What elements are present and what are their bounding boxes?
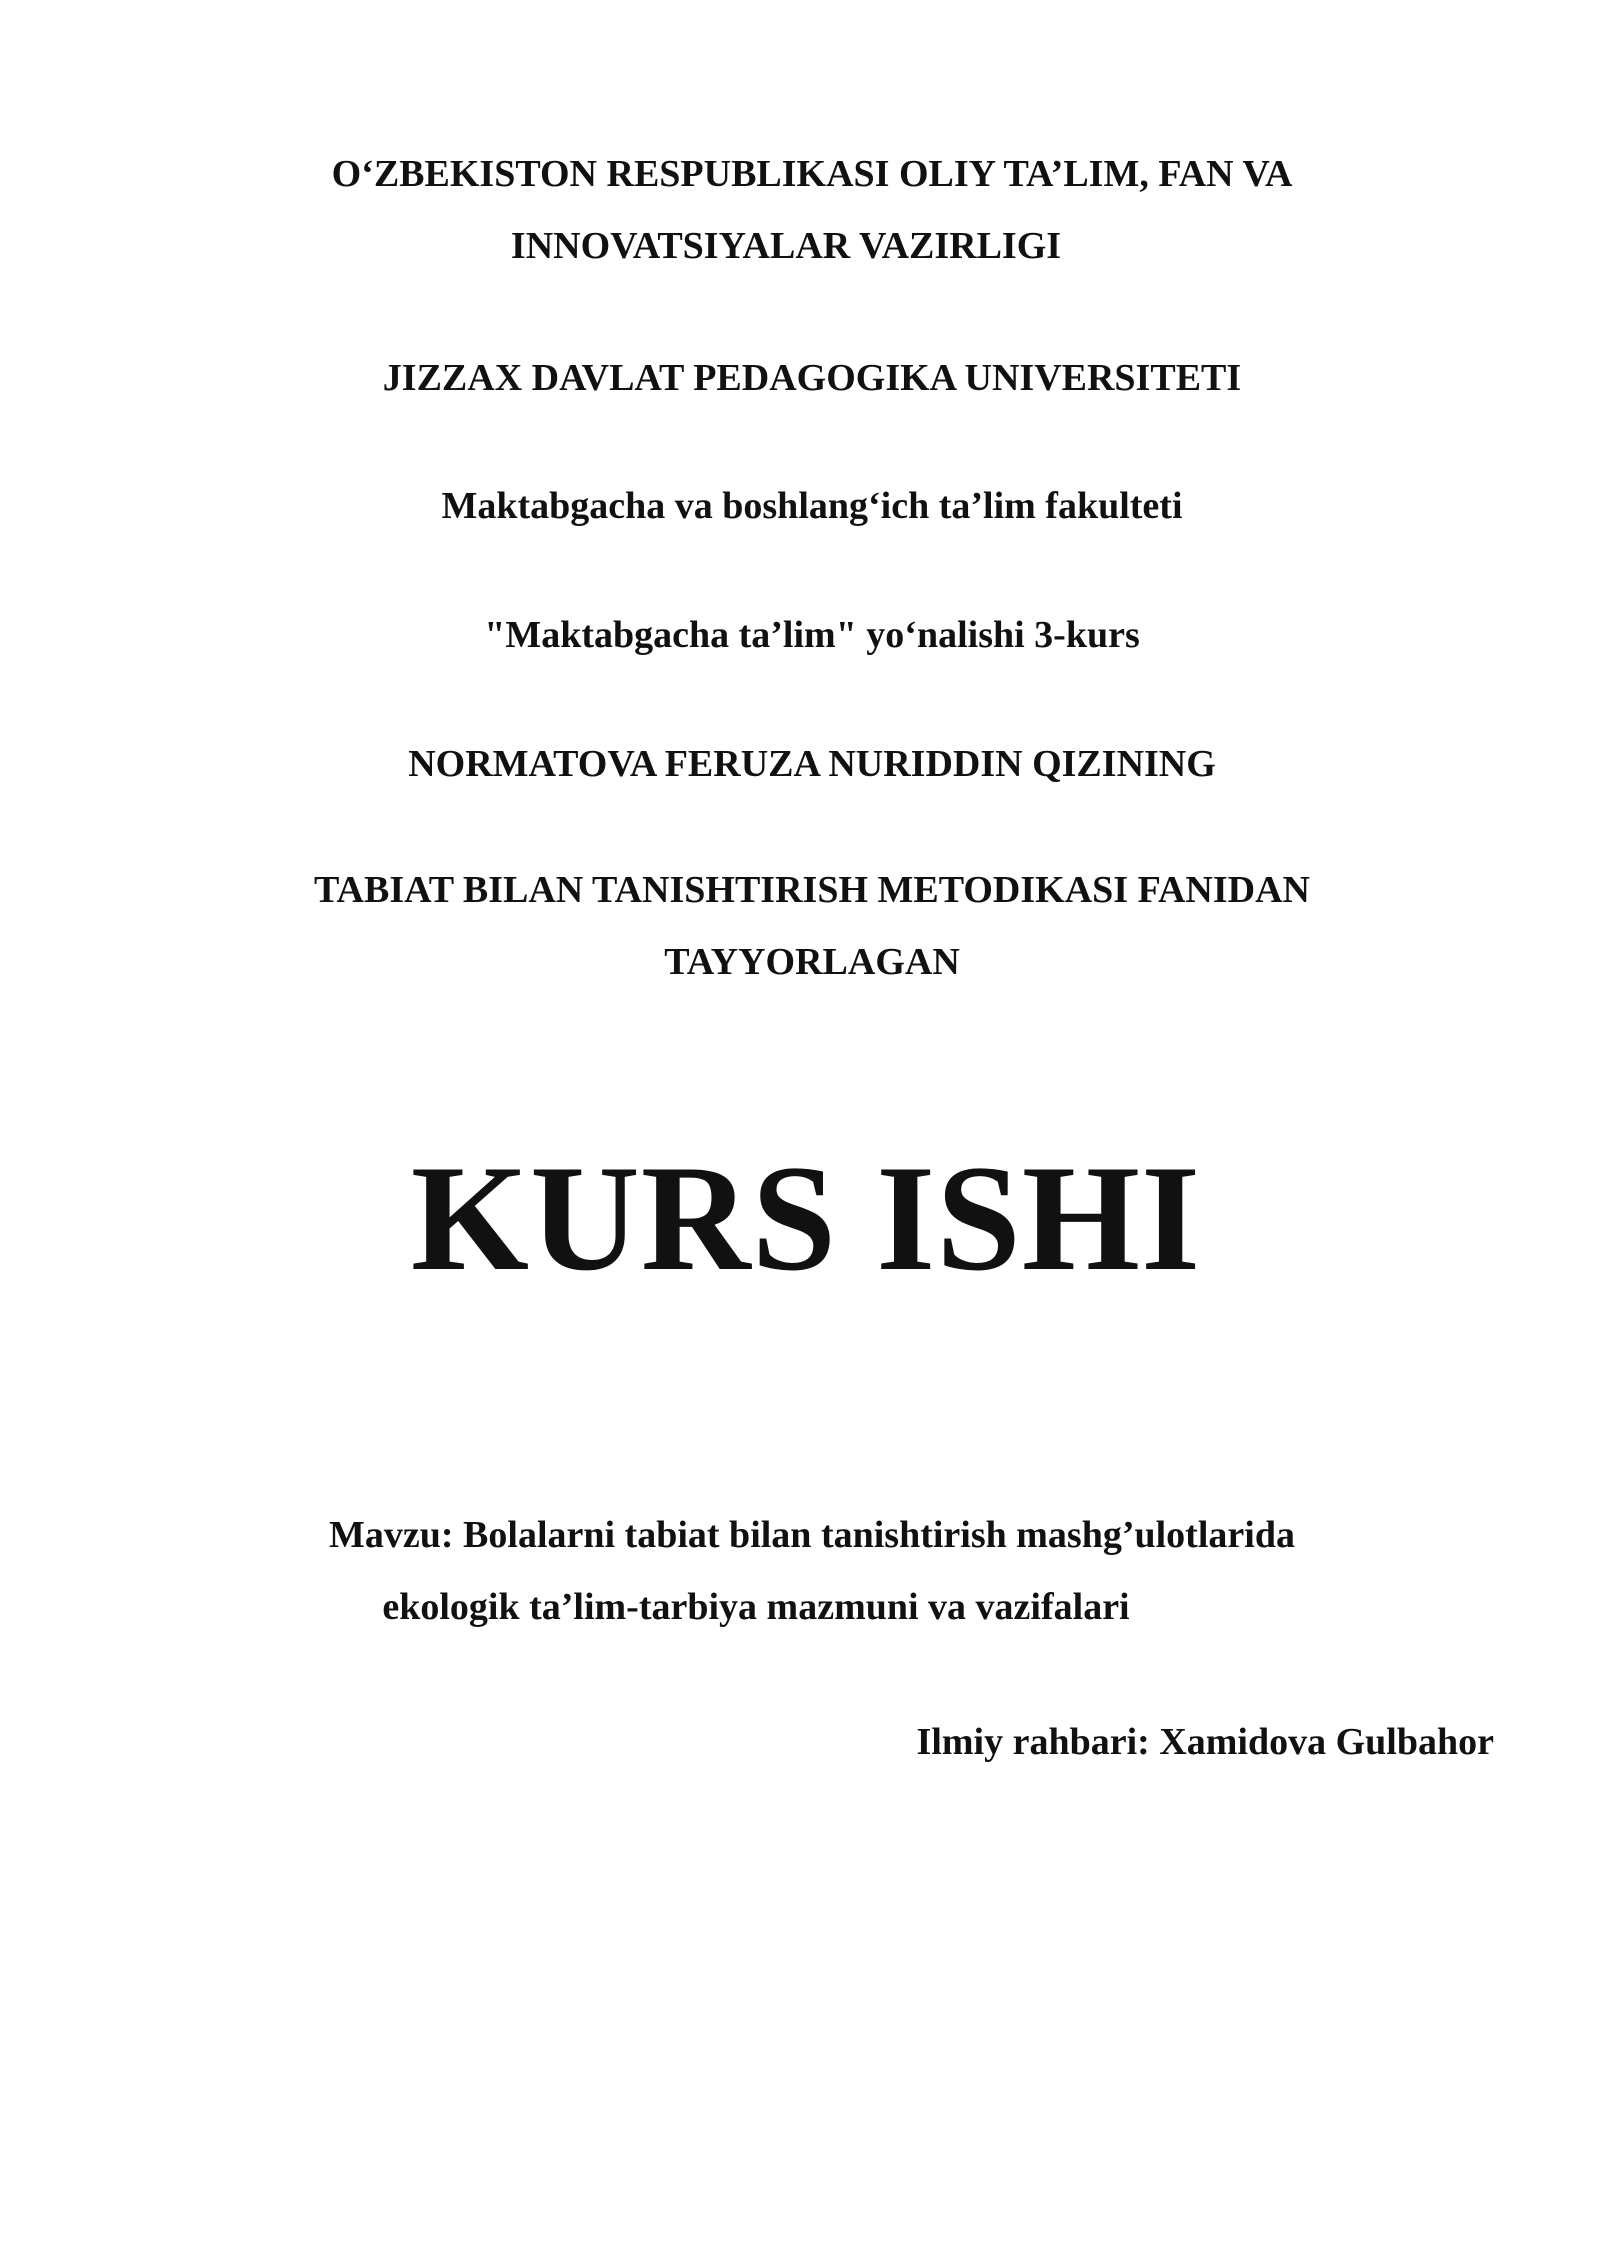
ministry-line-2: INNOVATSIYALAR VAZIRLIGI bbox=[510, 225, 1062, 267]
topic-line-2: ekologik ta’lim-tarbiya mazmuni va vazifalari bbox=[382, 1586, 1130, 1628]
university-name: JIZZAX DAVLAT PEDAGOGIKA UNIVERSITETI bbox=[382, 357, 1242, 399]
subject-line-1: TABIAT BILAN TANISHTIRISH METODIKASI FANIDAN bbox=[314, 869, 1310, 911]
supervisor: Ilmiy rahbari: Xamidova Gulbahor bbox=[916, 1721, 1494, 1763]
topic-line-1: Mavzu: Bolalarni tabiat bilan tanishtirish mashg’ulotlarida bbox=[329, 1514, 1295, 1556]
program-name: "Maktabgacha ta’lim" yo‘nalishi 3-kurs bbox=[484, 614, 1140, 656]
ministry-line-1: O‘ZBEKISTON RESPUBLIKASI OLIY TA’LIM, FAN VA bbox=[331, 153, 1293, 195]
document-title: KURS ISHI bbox=[410, 1134, 1202, 1302]
student-name: NORMATOVA FERUZA NURIDDIN QIZINING bbox=[408, 743, 1216, 785]
subject-line-2: TAYYORLAGAN bbox=[664, 941, 960, 983]
faculty-name: Maktabgacha va boshlang‘ich ta’lim fakulteti bbox=[441, 485, 1183, 527]
